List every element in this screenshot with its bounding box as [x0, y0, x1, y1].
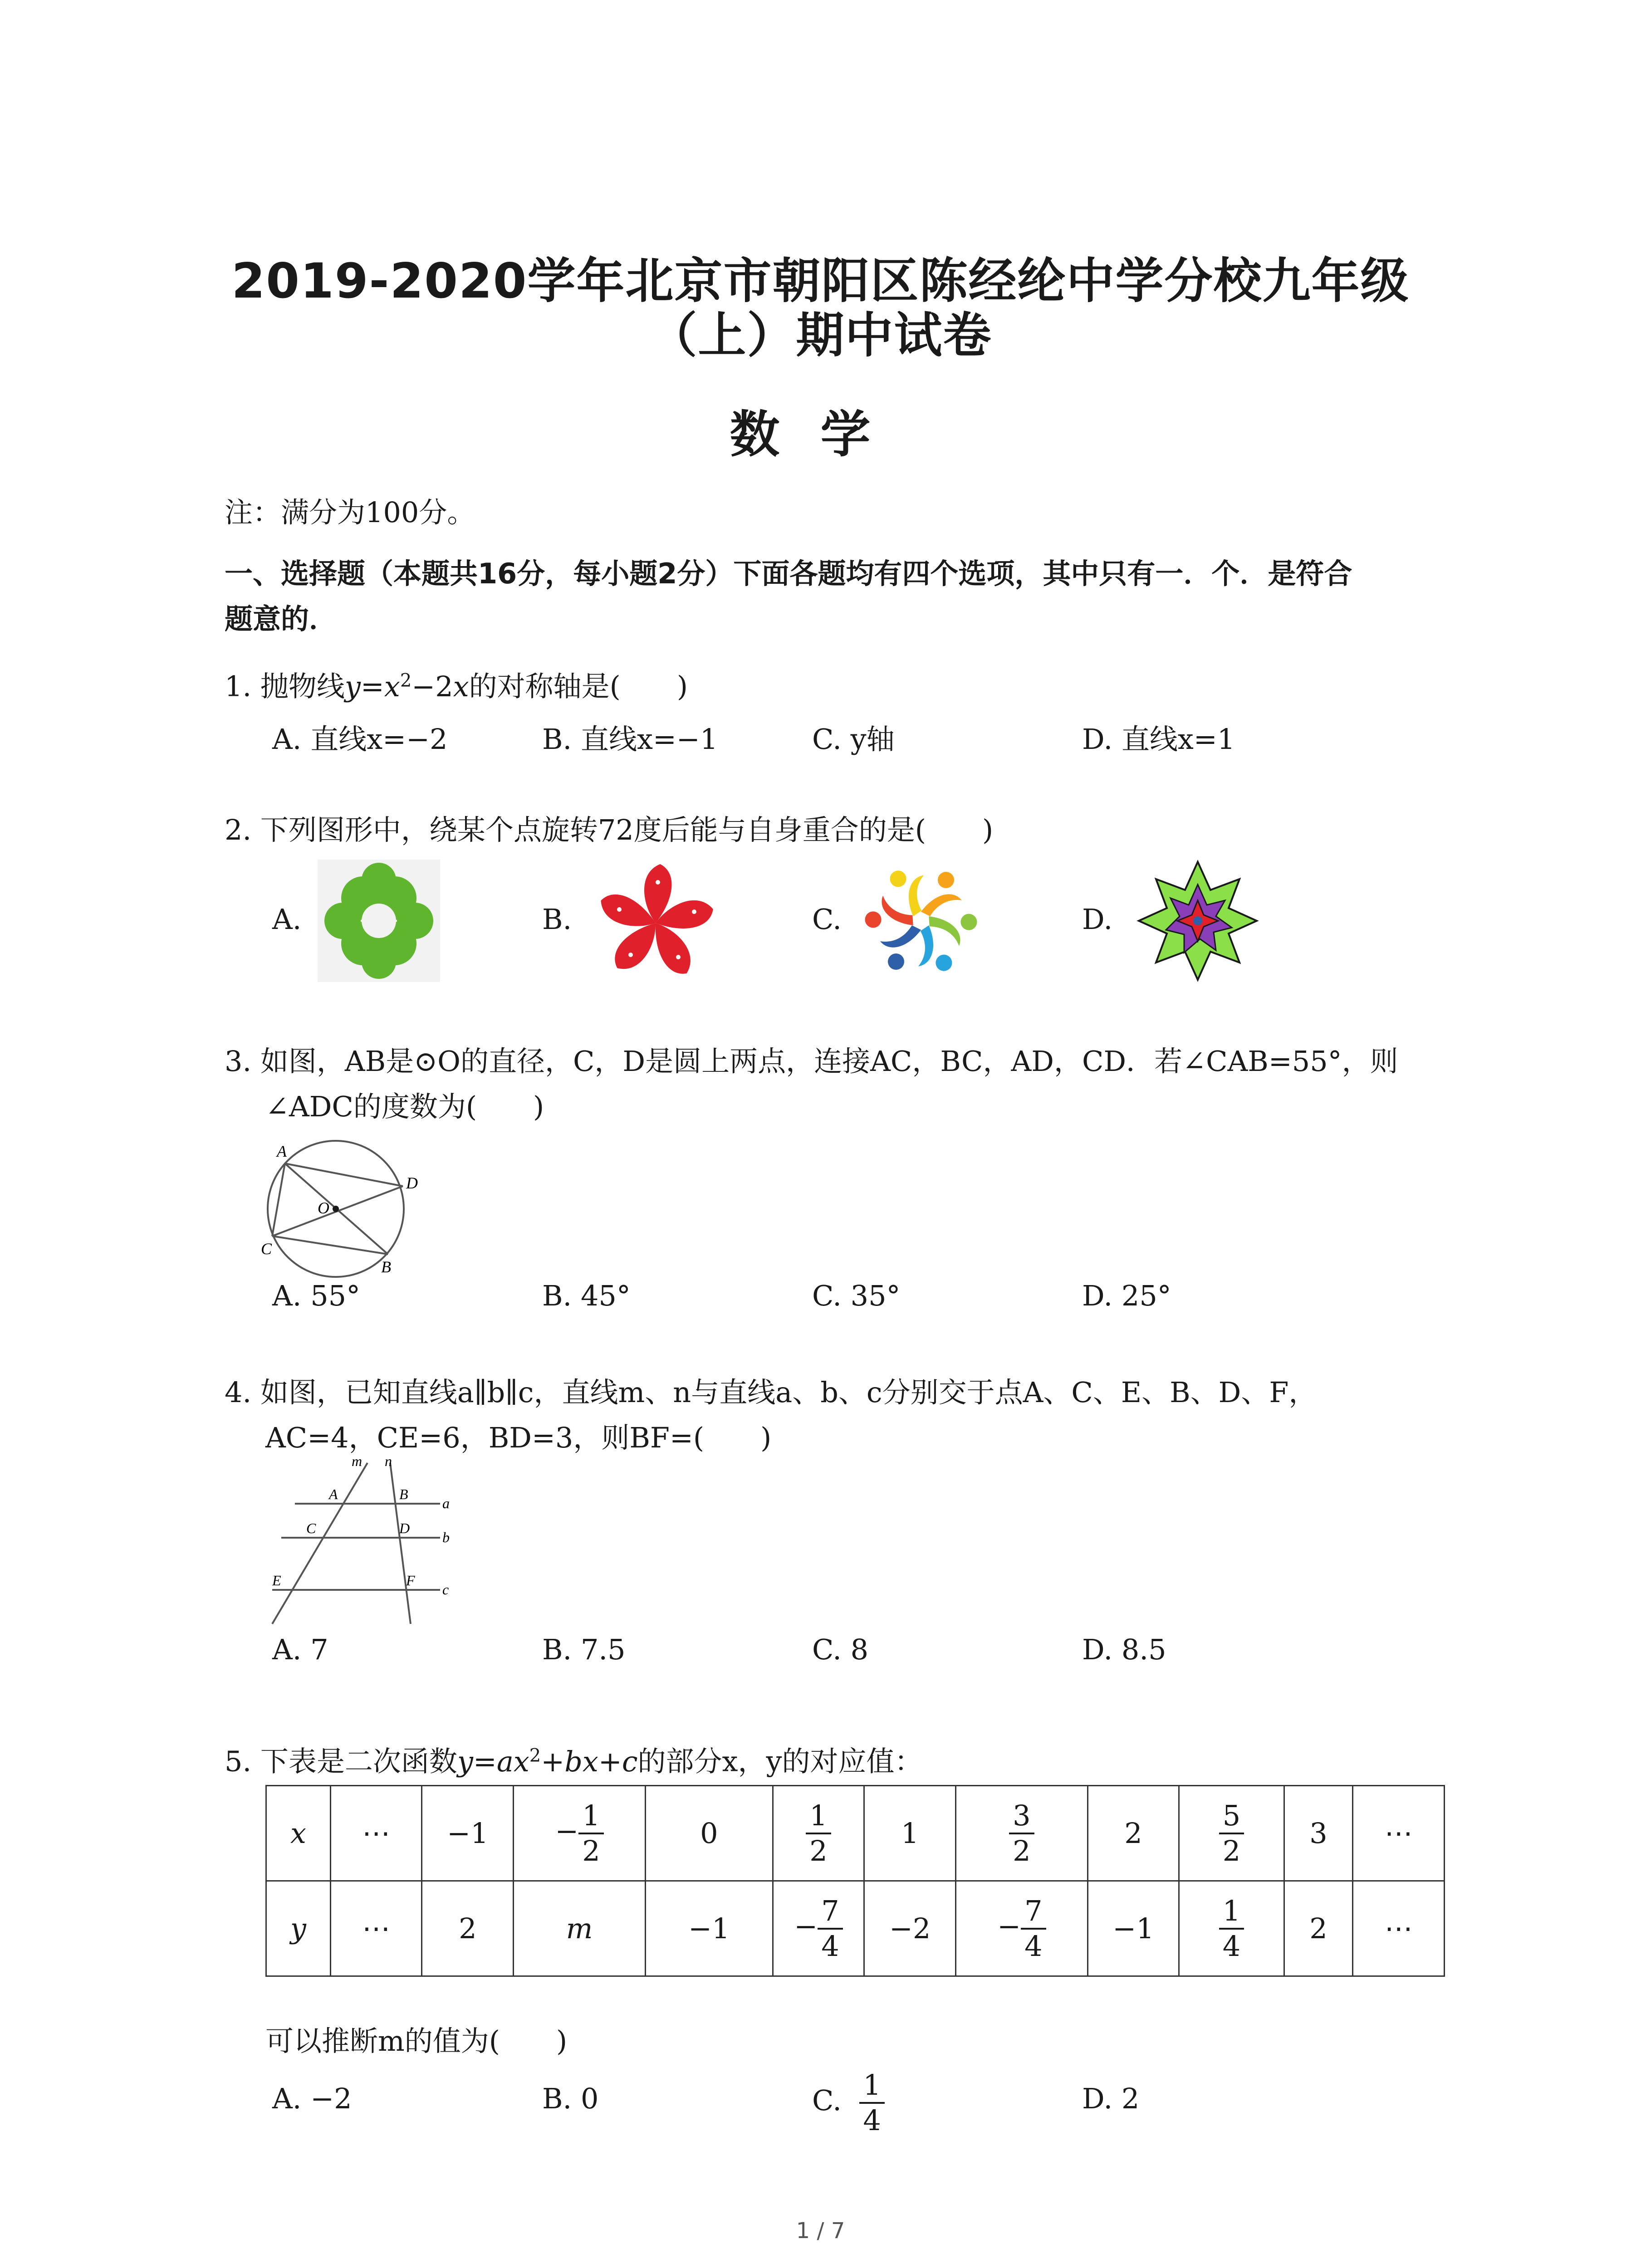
table-cell: 2 — [422, 1881, 514, 1976]
table-cell: 1 — [864, 1786, 956, 1881]
subject-heading: 数学 — [730, 406, 911, 464]
note: 注：满分为100分。 — [225, 496, 475, 529]
question-1-option-d[interactable]: D. 直线x=1 — [1082, 723, 1235, 756]
table-cell: $\frac{1}{2}$ — [773, 1786, 864, 1881]
question-2-stem: 2. 下列图形中，绕某个点旋转72度后能与自身重合的是( ) — [225, 813, 994, 846]
question-2-option-d[interactable]: D. — [1082, 903, 1113, 936]
question-4-option-a[interactable]: A. 7 — [272, 1633, 328, 1666]
x-label: x — [290, 1817, 306, 1850]
table-cell: − $\frac{7}{4}$ — [956, 1881, 1088, 1976]
table-cell: 0 — [645, 1786, 773, 1881]
section-heading-line-2: 题意的． — [225, 602, 338, 635]
question-4-option-d[interactable]: D. 8.5 — [1082, 1633, 1166, 1666]
table-cell: $\frac{5}{2}$ — [1179, 1786, 1284, 1881]
table-cell: − $\frac{1}{2}$ — [514, 1786, 646, 1881]
point-label-f: F — [406, 1572, 415, 1589]
question-5-option-a[interactable]: A. −2 — [272, 2082, 352, 2115]
title-line-1: 2019-2020学年北京市朝阳区陈经纶中学分校九年级 — [231, 253, 1410, 309]
table-cell: −1 — [645, 1881, 773, 1976]
point-label-o: O — [318, 1199, 329, 1217]
colorful-pinwheel-figure-icon — [860, 860, 982, 982]
question-3-option-c[interactable]: C. 35° — [812, 1279, 901, 1312]
question-4-stem-line-1: 4. 如图，已知直线a∥b∥c，直线m、n与直线a、b、c分别交于点A、C、E、B、D、F， — [225, 1376, 1317, 1409]
line-label-c: c — [442, 1581, 449, 1598]
table-cell: 3 — [1284, 1786, 1353, 1881]
question-4-option-c[interactable]: C. 8 — [812, 1633, 869, 1666]
question-4-stem-line-2: AC=4，CE=6，BD=3，则BF=( ) — [265, 1421, 772, 1454]
line-label-a: a — [442, 1495, 450, 1511]
point-label-b: B — [381, 1258, 391, 1276]
question-5-stem: 5. 下表是二次函数$y=ax^2+bx+c$的部分x，y的对应值： — [225, 1745, 923, 1778]
table-cell: − $\frac{7}{4}$ — [773, 1881, 864, 1976]
table-cell: m — [514, 1881, 646, 1976]
table-cell: ⋯ — [1353, 1786, 1445, 1881]
title-line-2: （上）期中试卷 — [649, 308, 992, 363]
page-number: 1 / 7 — [796, 2218, 845, 2244]
point-label-a: A — [277, 1142, 287, 1160]
question-1-option-a[interactable]: A. 直线x=−2 — [272, 723, 448, 756]
point-label-b: B — [399, 1486, 408, 1502]
question-5-option-d[interactable]: D. 2 — [1082, 2082, 1140, 2115]
circle-diagram — [259, 1134, 431, 1284]
line-label-b: b — [442, 1529, 450, 1545]
table-cell: $\frac{1}{4}$ — [1179, 1881, 1284, 1976]
table-row-x — [266, 1786, 1445, 1881]
section-heading-line-1: 一、选择题（本题共16分，每小题2分）下面各题均有四个选项，其中只有一．个．是符合 — [225, 557, 1352, 590]
point-label-d: D — [399, 1520, 410, 1536]
question-2-option-b[interactable]: B. — [542, 903, 572, 936]
y-label: y — [290, 1912, 306, 1945]
question-3-option-a[interactable]: A. 55° — [272, 1279, 361, 1312]
parallel-lines-diagram — [263, 1456, 454, 1628]
question-5-option-c[interactable]: C. $\frac{1}{4}$ — [812, 2068, 885, 2137]
point-label-c: C — [261, 1240, 272, 1258]
table-cell: 2 — [1087, 1786, 1179, 1881]
q1-formula: $y=x^2-2x$ — [344, 670, 469, 703]
question-1-option-b[interactable]: B. 直线x=−1 — [542, 723, 718, 756]
question-3-stem-line-1: 3. 如图，AB是⊙O的直径，C，D是圆上两点，连接AC，BC，AD，CD．若∠CAB=55°，则 — [225, 1045, 1398, 1078]
table-cell: ⋯ — [330, 1881, 422, 1976]
q5-formula: $y=ax^2+bx+c$ — [457, 1745, 638, 1778]
question-5-option-b[interactable]: B. 0 — [542, 2082, 599, 2115]
table-cell: $\frac{3}{2}$ — [956, 1786, 1088, 1881]
line-label-n: n — [385, 1456, 392, 1469]
question-3-option-d[interactable]: D. 25° — [1082, 1279, 1171, 1312]
question-1-stem: 1. 抛物线$y=x^2-2x$的对称轴是( ) — [225, 670, 688, 703]
question-3-option-b[interactable]: B. 45° — [542, 1279, 631, 1312]
table-cell: ⋯ — [1353, 1881, 1445, 1976]
four-leaf-clover-icon — [318, 860, 440, 982]
green-star-pattern-icon — [1134, 857, 1261, 984]
point-label-c: C — [306, 1520, 316, 1536]
question-3-stem-line-2: ∠ADC的度数为( ) — [265, 1090, 544, 1123]
table-cell: 2 — [1284, 1881, 1353, 1976]
table-cell: −1 — [422, 1786, 514, 1881]
line-label-m: m — [352, 1456, 362, 1469]
table-cell: ⋯ — [330, 1786, 422, 1881]
table-cell: −2 — [864, 1881, 956, 1976]
question-5-question: 可以推断m的值为( ) — [265, 2024, 568, 2058]
question-1-option-c[interactable]: C. y轴 — [812, 723, 895, 756]
bauhinia-flower-icon — [590, 855, 721, 987]
table-row-y — [266, 1881, 1445, 1976]
point-label-a: A — [329, 1486, 338, 1502]
table-cell: −1 — [1087, 1881, 1179, 1976]
point-label-e: E — [272, 1572, 281, 1589]
value-table — [265, 1785, 1445, 1977]
point-label-d: D — [406, 1174, 418, 1192]
question-4-option-b[interactable]: B. 7.5 — [542, 1633, 626, 1666]
question-2-option-a[interactable]: A. — [272, 903, 302, 936]
question-2-option-c[interactable]: C. — [812, 903, 842, 936]
